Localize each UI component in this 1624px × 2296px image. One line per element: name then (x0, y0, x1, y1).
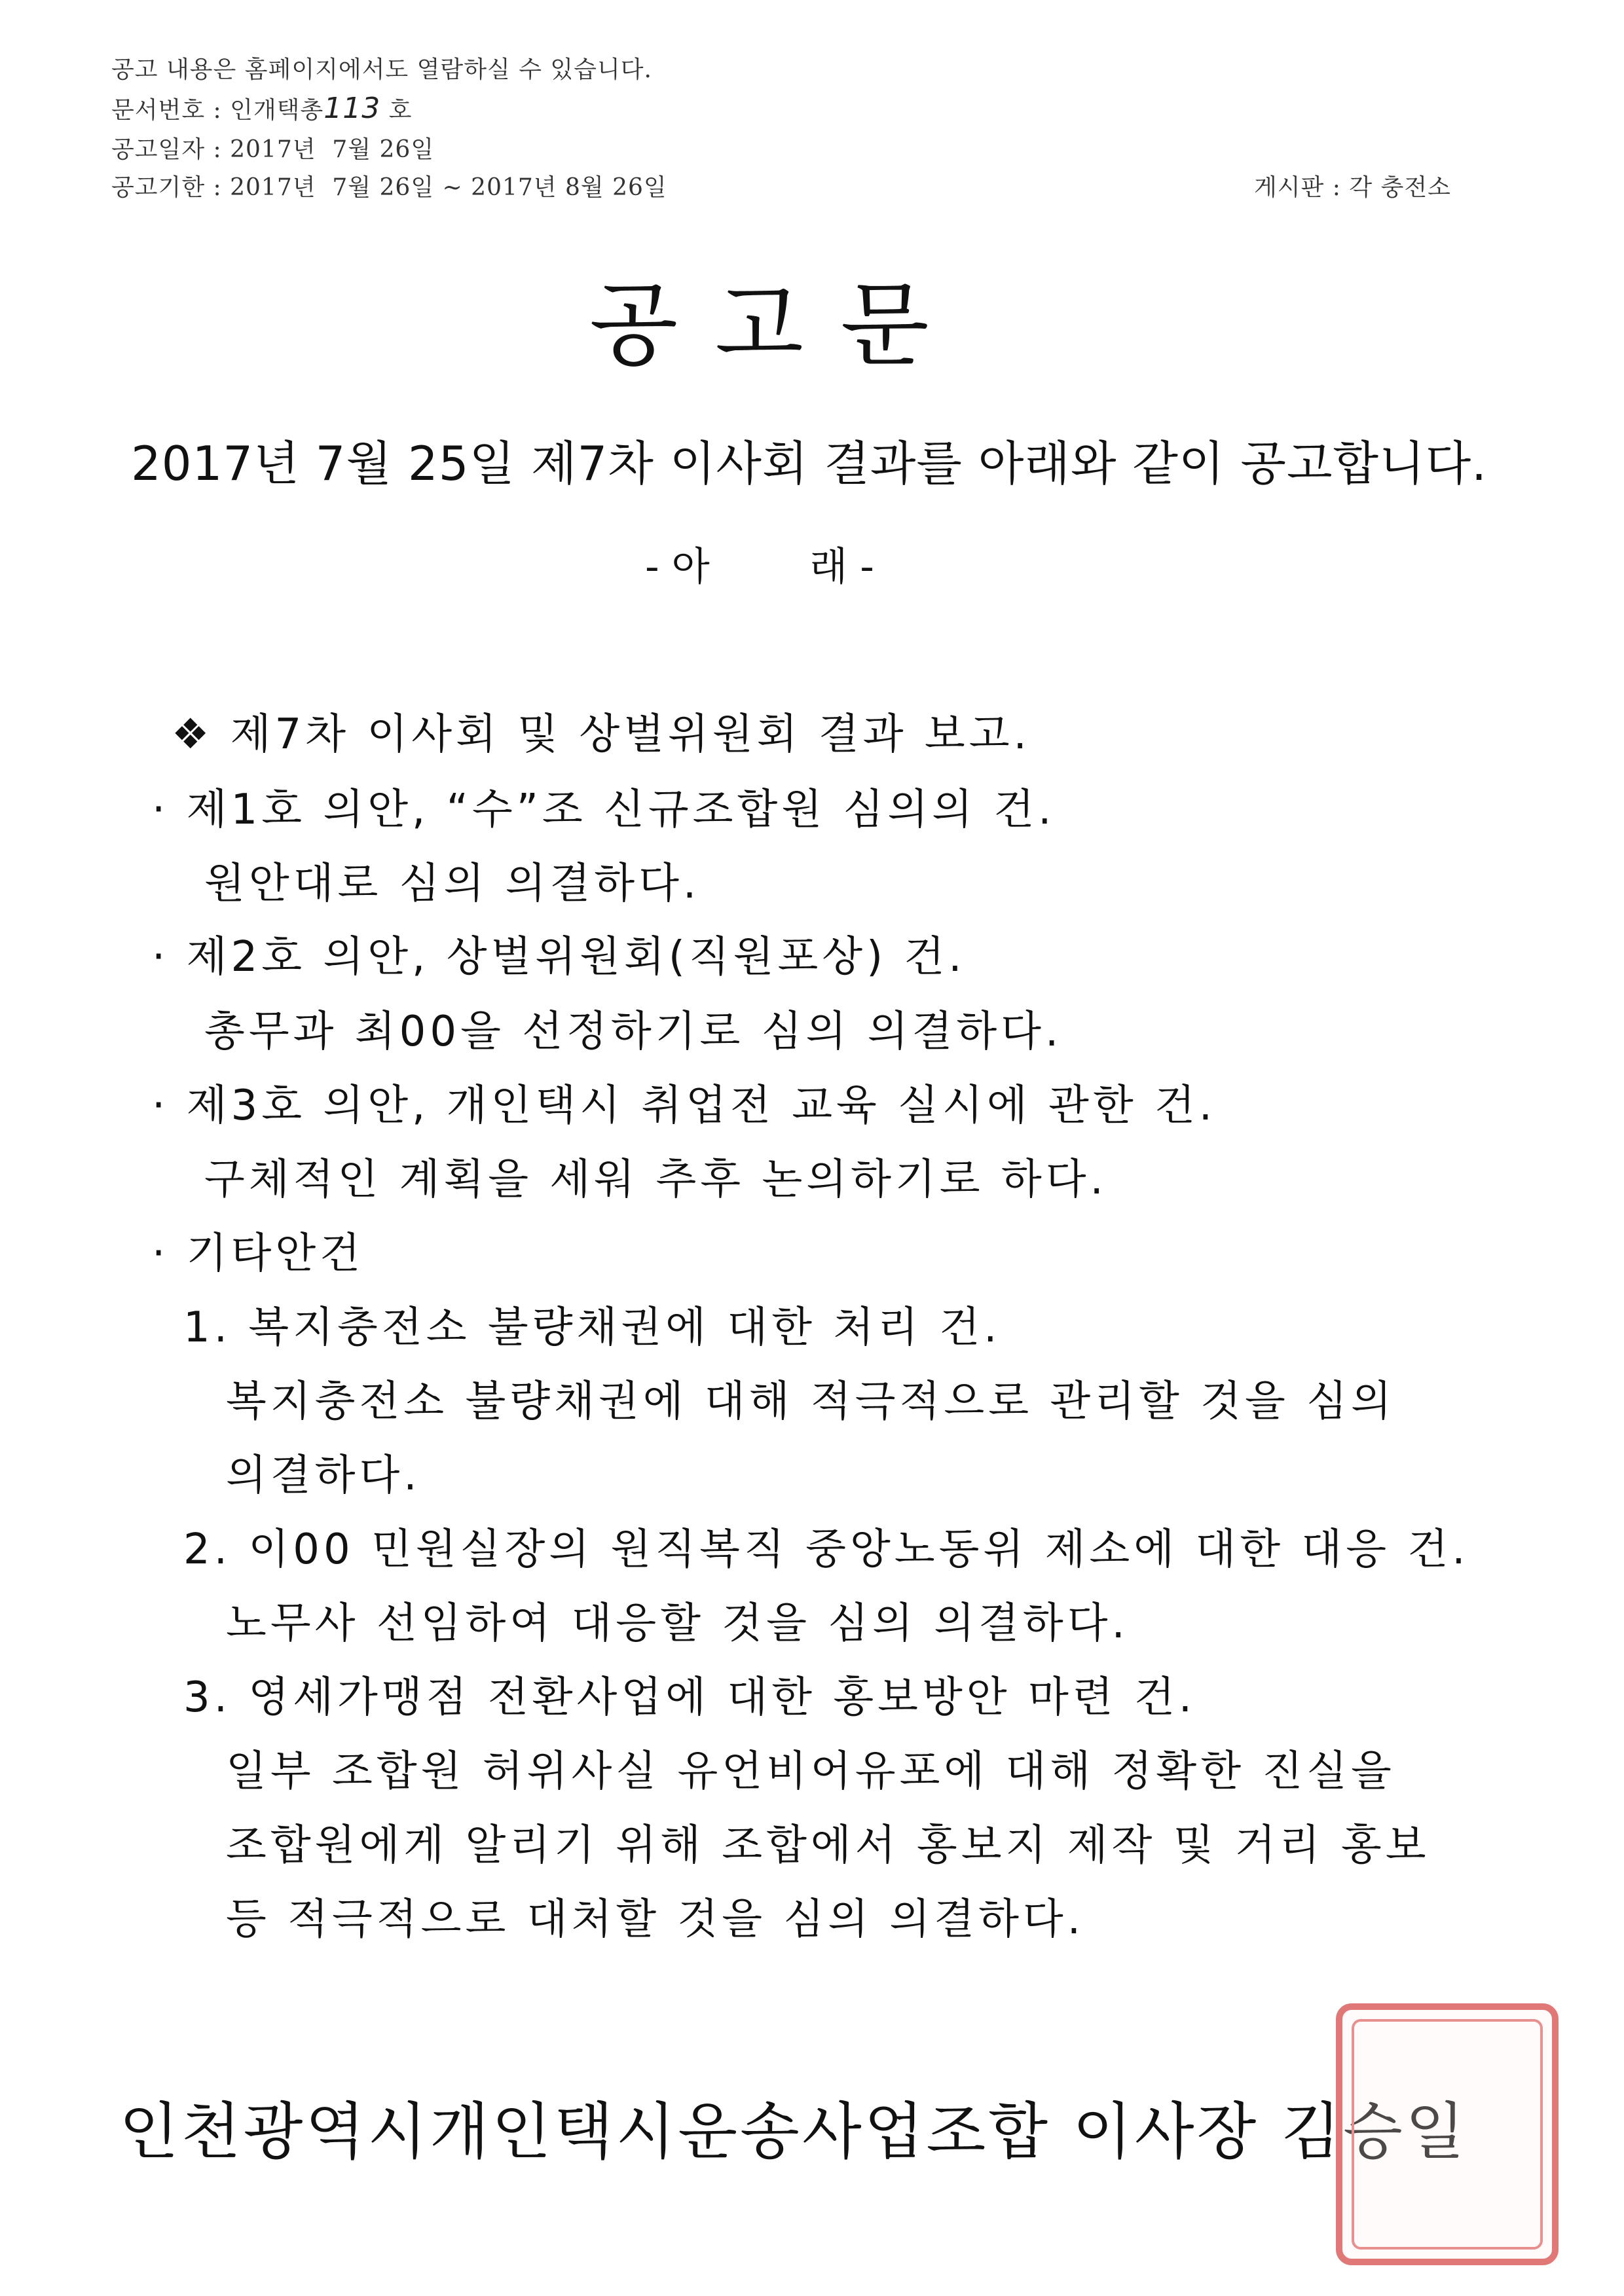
notice-period: 공고기한 : 2017년 7월 26일 ~ 2017년 8월 26일 (111, 174, 667, 201)
agenda-2-title: · 제2호 의안, 상벌위원회(직원포상) 건. (152, 933, 966, 981)
other-item-1-title: 1. 복지충전소 불량채권에 대한 처리 건. (183, 1303, 1001, 1352)
page-title: 공 고 문 (589, 272, 933, 379)
official-seal (1336, 2003, 1559, 2265)
bulletin-board: 게시판 : 각 충전소 (1254, 174, 1451, 201)
other-item-2-title: 2. 이00 민원실장의 원직복직 중앙노동위 제소에 대한 대응 건. (183, 1525, 1469, 1574)
doc-number-handwritten: 113 (323, 92, 381, 125)
other-item-3-result-2: 조합원에게 알리기 위해 조합에서 홍보지 제작 및 거리 홍보 (226, 1821, 1430, 1870)
agenda-3-title: · 제3호 의안, 개인택시 취업전 교육 실시에 관한 건. (152, 1082, 1217, 1130)
other-item-2-result: 노무사 선임하여 대응할 것을 심의 의결하다. (226, 1599, 1129, 1648)
agenda-1-title: · 제1호 의안, “수”조 신규조합원 심의의 건. (152, 786, 1056, 834)
intro-sentence: 2017년 7월 25일 제7차 이사회 결과를 아래와 같이 공고합니다. (131, 436, 1488, 491)
doc-number (111, 92, 412, 125)
doc-number-label: 문서번호 : 인개택총 (111, 97, 324, 124)
doc-number-suffix: 호 (388, 97, 413, 124)
other-items-heading: · 기타안건 (152, 1230, 364, 1278)
notice-date: 공고일자 : 2017년 7월 26일 (111, 136, 435, 163)
homepage-notice: 공고 내용은 홈페이지에서도 열람하실 수 있습니다. (111, 56, 652, 83)
agenda-2-result: 총무과 최00을 선정하기로 심의 의결하다. (204, 1008, 1063, 1056)
other-item-1-result: 복지충전소 불량채권에 대해 적극적으로 관리할 것을 심의 (226, 1377, 1395, 1426)
agenda-1-result: 원안대로 심의 의결하다. (204, 860, 701, 908)
other-item-3-result-3: 등 적극적으로 대처할 것을 심의 의결하다. (226, 1895, 1085, 1944)
other-item-1-result-cont: 의결하다. (226, 1451, 421, 1500)
other-item-3-result-1: 일부 조합원 허위사실 유언비어유포에 대해 정확한 진실을 (226, 1747, 1395, 1796)
signatory: 인천광역시개인택시운송사업조합 이사장 김승일 (119, 2096, 1467, 2168)
section-heading: ❖ 제7차 이사회 및 상벌위원회 결과 보고. (172, 710, 1031, 759)
seal-inner-border (1352, 2019, 1543, 2250)
below-marker: - 아 래 - (645, 544, 874, 590)
agenda-3-result: 구체적인 계획을 세워 추후 논의하기로 하다. (204, 1156, 1107, 1204)
other-item-3-title: 3. 영세가맹점 전환사업에 대한 홍보방안 마련 건. (183, 1673, 1196, 1722)
